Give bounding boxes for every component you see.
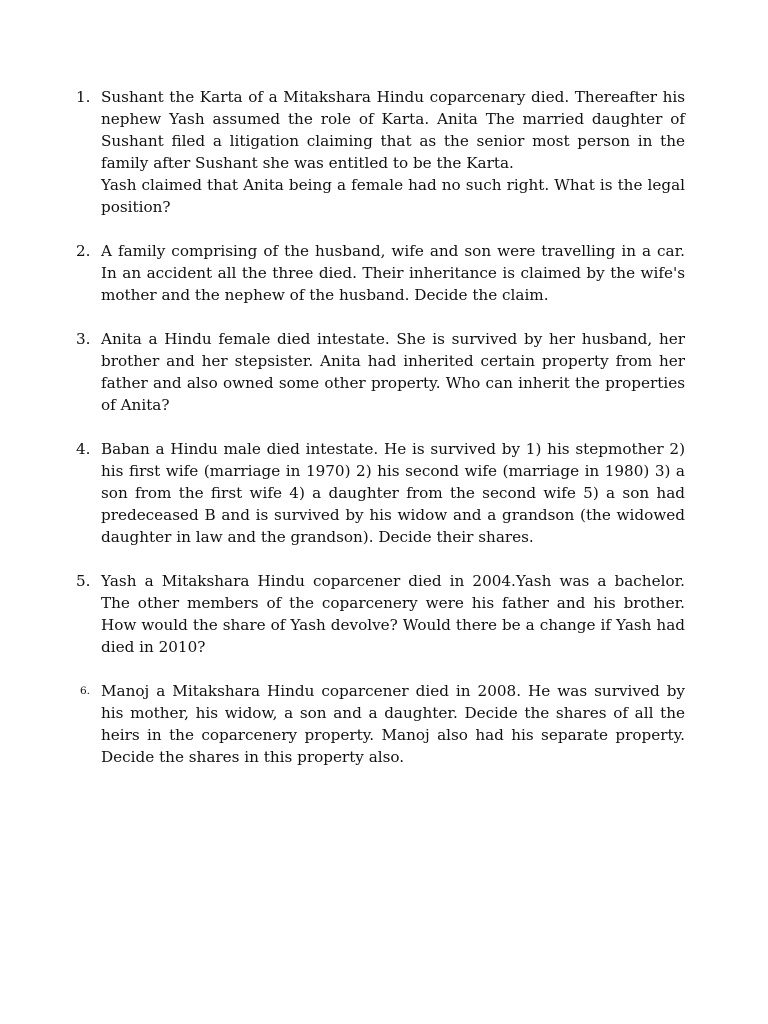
spacer bbox=[0, 416, 768, 438]
question-text bbox=[101, 570, 685, 658]
question-item bbox=[0, 240, 768, 306]
spacer bbox=[0, 218, 768, 240]
spacer bbox=[0, 306, 768, 328]
question-text bbox=[101, 86, 685, 218]
question-paragraph: Sushant the Karta of a Mitakshara Hindu coparcenary died. Thereafter his nephew Yash assumed the role of Karta. Anita The married daughter of Sushant filed a litigation claiming that as the senior most person in the family after Sushant she was entitled to be the Karta. bbox=[101, 88, 685, 172]
question-item bbox=[0, 86, 768, 218]
question-number: 5. bbox=[76, 572, 91, 590]
question-paragraph: Manoj a Mitakshara Hindu coparcener died in 2008. He was survived by his mother, his widow, a son and a daughter. Decide the shares of all the heirs in the coparcenery property. Manoj also had his separate property. Decide the shares in this property also. bbox=[101, 682, 685, 766]
question-number: 2. bbox=[76, 242, 91, 260]
spacer bbox=[0, 658, 768, 680]
question-paragraph: Yash claimed that Anita being a female had no such right. What is the legal position? bbox=[101, 176, 685, 216]
question-paragraph: Yash a Mitakshara Hindu coparcener died in 2004.Yash was a bachelor. The other members of the coparcenery were his father and his brother. How would the share of Yash devolve? Would there be a change if Yash had died in 2010? bbox=[101, 572, 685, 656]
question-item bbox=[0, 328, 768, 416]
question-paragraph: Anita a Hindu female died intestate. She is survived by her husband, her brother and her stepsister. Anita had inherited certain property from her father and also owned some other property. Who can inherit the properties of Anita? bbox=[101, 330, 685, 414]
question-text bbox=[101, 680, 685, 768]
spacer bbox=[0, 548, 768, 570]
question-item bbox=[0, 570, 768, 658]
question-item bbox=[0, 680, 768, 768]
question-text bbox=[101, 328, 685, 416]
question-number: 4. bbox=[76, 440, 91, 458]
question-number: 1. bbox=[76, 88, 91, 106]
question-text bbox=[101, 438, 685, 548]
question-number: 3. bbox=[76, 330, 91, 348]
question-text bbox=[101, 240, 685, 306]
question-number: 6. bbox=[80, 685, 91, 697]
question-list bbox=[0, 86, 768, 768]
question-paragraph: A family comprising of the husband, wife and son were travelling in a car. In an accident all the three died. Their inheritance is claimed by the wife's mother and the nephew of the husband. Decide the claim. bbox=[101, 242, 685, 304]
question-item bbox=[0, 438, 768, 548]
question-paragraph: Baban a Hindu male died intestate. He is survived by 1) his stepmother 2) his first wife (marriage in 1970) 2) his second wife (marriage in 1980) 3) a son from the first wife 4) a daughter from the second wife 5) a son had predeceased B and is survived by his widow and a grandson (the widowed daughter in law and the grandson). Decide their shares. bbox=[101, 440, 685, 546]
